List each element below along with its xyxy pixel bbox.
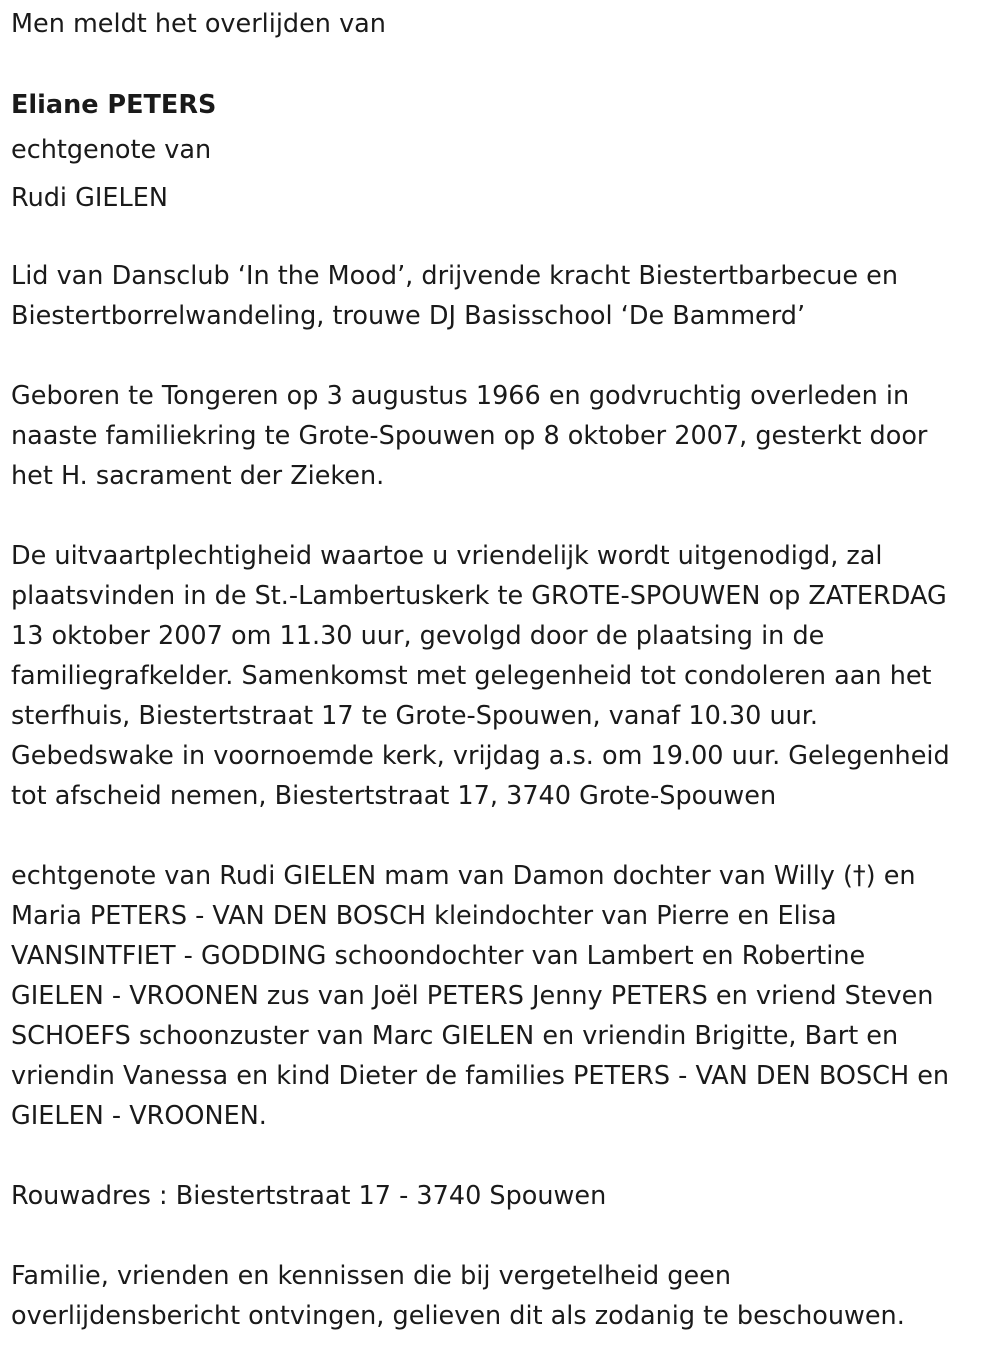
birth-death-line: het H. sacrament der Zieken. [11, 461, 385, 491]
spouse-name: Rudi GIELEN [11, 183, 168, 213]
membership-line: Lid van Dansclub ‘In the Mood’, drijvende kracht Biestertbarbecue en [11, 261, 899, 291]
family-line: Maria PETERS - VAN DEN BOSCH kleindochter van Pierre en Elisa [11, 901, 837, 931]
family-line: GIELEN - VROONEN. [11, 1101, 267, 1131]
mourning-address-paragraph [11, 1176, 1000, 1216]
spouse-label: echtgenote van [11, 135, 212, 165]
family-line: SCHOEFS schoonzuster van Marc GIELEN en vriendin Brigitte, Bart en [11, 1021, 899, 1051]
birth-death-line: Geboren te Tongeren op 3 augustus 1966 en godvruchtig overleden in [11, 381, 910, 411]
family-line: echtgenote van Rudi GIELEN mam van Damon dochter van Willy (†) en [11, 861, 916, 891]
funeral-line: Gebedswake in voornoemde kerk, vrijdag a.s. om 19.00 uur. Gelegenheid [11, 741, 950, 771]
funeral-line: familiegrafkelder. Samenkomst met gelegenheid tot condoleren aan het [11, 661, 932, 691]
family-paragraph [11, 856, 1000, 1136]
birth-death-line: naaste familiekring te Grote-Spouwen op 8 oktober 2007, gesterkt door [11, 421, 928, 451]
funeral-line: De uitvaartplechtigheid waartoe u vriendelijk wordt uitgenodigd, zal [11, 541, 883, 571]
deceased-name: Eliane PETERS [11, 90, 217, 120]
membership-line: Biestertborrelwandeling, trouwe DJ Basisschool ‘De Bammerd’ [11, 301, 806, 331]
funeral-line: 13 oktober 2007 om 11.30 uur, gevolgd door de plaatsing in de [11, 621, 825, 651]
funeral-paragraph [11, 536, 1000, 816]
family-line: vriendin Vanessa en kind Dieter de families PETERS - VAN DEN BOSCH en [11, 1061, 950, 1091]
closing-paragraph [11, 1256, 1000, 1336]
family-line: GIELEN - VROONEN zus van Joël PETERS Jenny PETERS en vriend Steven [11, 981, 934, 1011]
membership-paragraph [11, 256, 1000, 336]
closing-line: Familie, vrienden en kennissen die bij vergetelheid geen [11, 1261, 731, 1291]
intro-text: Men meldt het overlijden van [11, 9, 386, 39]
mourning-address: Rouwadres : Biestertstraat 17 - 3740 Spouwen [11, 1181, 607, 1211]
family-line: VANSINTFIET - GODDING schoondochter van Lambert en Robertine [11, 941, 866, 971]
funeral-line: plaatsvinden in de St.-Lambertuskerk te GROTE-SPOUWEN op ZATERDAG [11, 581, 947, 611]
funeral-line: sterfhuis, Biestertstraat 17 te Grote-Spouwen, vanaf 10.30 uur. [11, 701, 819, 731]
birth-death-paragraph [11, 376, 1000, 496]
closing-line: overlijdensbericht ontvingen, gelieven dit als zodanig te beschouwen. [11, 1301, 905, 1331]
funeral-line: tot afscheid nemen, Biestertstraat 17, 3740 Grote-Spouwen [11, 781, 777, 811]
